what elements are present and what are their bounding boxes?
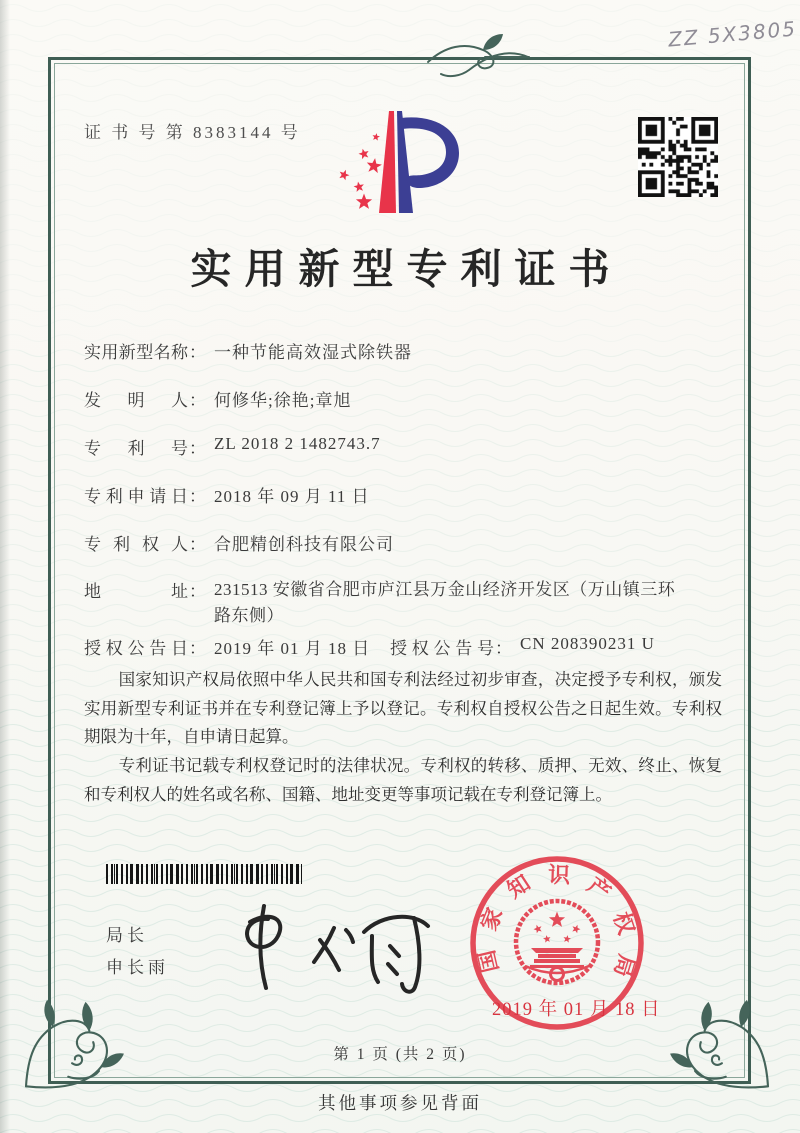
field-row-inventors <box>84 386 351 411</box>
field-label: 授权公告日 <box>84 639 188 658</box>
seal-ring-text: 国家知识产权局 <box>473 862 640 980</box>
field-value: ZL 2018 2 1482743.7 <box>214 434 381 453</box>
field-value: 2018 年 09 月 11 日 <box>214 487 370 506</box>
legal-text-block <box>84 666 722 810</box>
field-row-address <box>84 577 676 630</box>
certificate-title: 实用新型专利证书 <box>190 246 623 292</box>
field-row-grant <box>84 634 724 659</box>
field-row-patent-number <box>84 434 381 459</box>
field-colon: ： <box>189 639 206 658</box>
field-colon: ： <box>189 391 206 410</box>
signer-title: 局长 <box>106 926 148 945</box>
signer-name: 申长雨 <box>106 958 169 978</box>
field-label: 发明人 <box>84 391 188 410</box>
field-colon: ： <box>189 535 206 554</box>
field-value: 何修华;徐艳;章旭 <box>214 391 352 410</box>
certificate-number: 证 书 号 第 8383144 号 <box>84 123 301 142</box>
qr-code <box>638 117 718 197</box>
field-colon: ： <box>189 582 206 601</box>
field-label: 实用新型名称 <box>84 343 188 362</box>
handwritten-note: ZZ 5X3805 <box>667 16 798 52</box>
national-emblem-icon <box>516 901 598 983</box>
cnipa-logo-icon <box>335 105 465 240</box>
field-label: 地址 <box>84 582 188 601</box>
see-back-note: 其他事项参见背面 <box>318 1093 482 1113</box>
field-label: 专利申请日 <box>84 487 188 506</box>
grant-number-value: CN 208390231 U <box>520 634 655 653</box>
field-row-utility-model-name <box>84 338 412 363</box>
field-label: 授权公告号 <box>390 639 494 658</box>
page-number-note: 第 1 页 (共 2 页) <box>333 1046 467 1063</box>
grant-number-pair <box>390 634 655 659</box>
legal-paragraph-1: 国家知识产权局依照中华人民共和国专利法经过初步审查，决定授予专利权，颁发实用新型专利证书并在专利登记簿上予以登记。专利权自授权公告之日起生效。专利权期限为十年，自申请日起算。 <box>84 670 722 747</box>
field-row-filing-date <box>84 482 370 507</box>
field-row-patentee <box>84 530 394 555</box>
signature-shen-changyu-icon <box>222 888 437 998</box>
barcode <box>106 864 302 884</box>
field-value: 一种节能高效湿式除铁器 <box>214 343 412 362</box>
field-value: 231513 安徽省合肥市庐江县万金山经济开发区（万山镇三环路东侧） <box>214 580 676 626</box>
top-edge-flourish-icon <box>425 32 531 84</box>
field-colon: ： <box>189 439 206 458</box>
grant-date-value: 2019 年 01 月 18 日 <box>214 639 371 658</box>
field-colon: ： <box>495 639 512 658</box>
field-colon: ： <box>189 343 206 362</box>
field-colon: ： <box>189 487 206 506</box>
field-label: 专利权人 <box>84 535 188 554</box>
seal-date: 2019 年 01 月 18 日 <box>492 1000 661 1020</box>
field-value: 合肥精创科技有限公司 <box>214 535 394 554</box>
field-label: 专利号 <box>84 439 188 458</box>
signer-block <box>106 920 169 985</box>
legal-paragraph-2: 专利证书记载专利权登记时的法律状况。专利权的转移、质押、无效、终止、恢复和专利权人的姓名或名称、国籍、地址变更等事项记载在专利登记簿上。 <box>84 756 722 804</box>
